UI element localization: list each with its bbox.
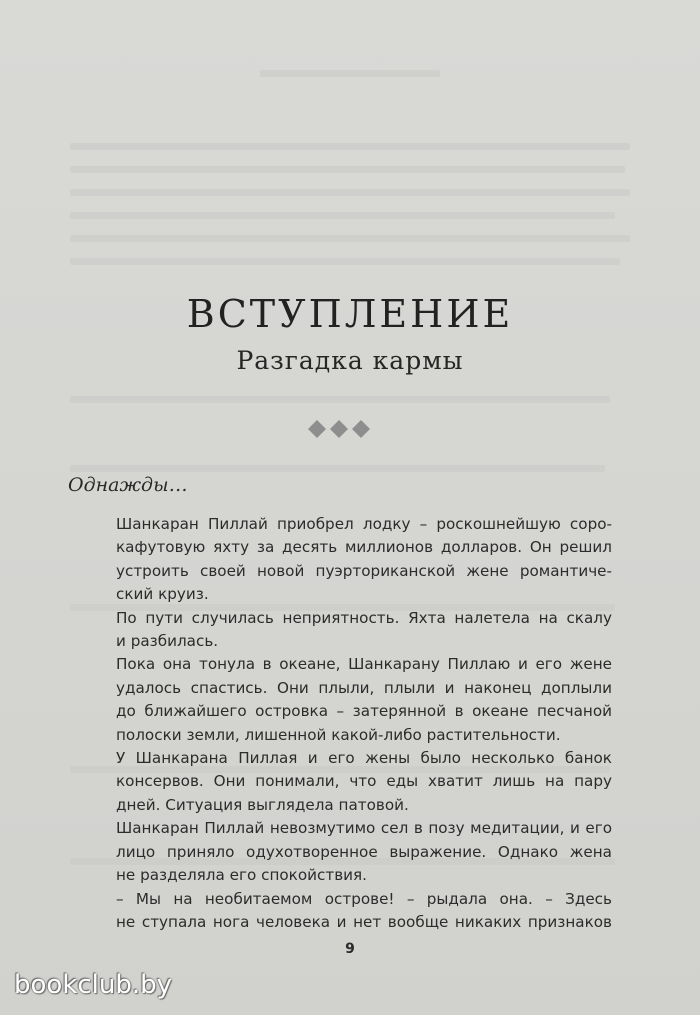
page-number: 9 xyxy=(345,941,355,957)
text-line: лицо приняло одухотворенное выражение. Однако жена xyxy=(116,842,612,861)
text-line: консервов. Они понимали, что еды хватит лишь на пару xyxy=(116,772,612,791)
bleed-through-line xyxy=(70,212,615,219)
text-line: У Шанкарана Пиллая и его жены было несколько банок xyxy=(116,749,612,768)
text-line: Пока она тонула в океане, Шанкарану Пиллаю и его жене xyxy=(116,655,612,674)
bleed-through-line xyxy=(70,396,610,403)
chapter-subtitle: Разгадка кармы xyxy=(236,346,464,375)
text-line: удалось спастись. Они плыли, плыли и наконец доплыли xyxy=(116,678,612,697)
watermark: bookclub.by xyxy=(14,970,173,1000)
text-line: По пути случилась неприятность. Яхта налетела на скалу xyxy=(116,608,612,627)
bleed-through-line xyxy=(260,70,440,77)
text-line: устроить своей новой пуэрториканской жене романтиче- xyxy=(116,561,612,580)
text-line: не ступала нога человека и нет вообще никаких признаков xyxy=(116,912,612,931)
chapter-title: ВСТУПЛЕНИЕ xyxy=(186,292,514,336)
text-line: до ближайшего островка – затерянной в океане песчаной xyxy=(116,702,612,721)
bleed-through-line xyxy=(70,258,620,265)
bleed-through-line xyxy=(70,465,605,472)
text-line: не разделяла его спокойствия. xyxy=(116,866,367,885)
text-line: ский круиз. xyxy=(116,585,209,604)
bleed-through-line xyxy=(70,166,625,173)
text-line: Шанкаран Пиллай приобрел лодку – роскошнейшую соро- xyxy=(116,515,612,533)
bleed-through-line xyxy=(70,189,630,196)
text-line: кафутовую яхту за десять миллионов долларов. Он решил xyxy=(116,538,612,557)
bleed-through-line xyxy=(70,143,630,150)
text-line: Шанкаран Пиллай невозмутимо сел в позу медитации, и его xyxy=(116,819,612,838)
lead-phrase: Однажды… xyxy=(68,474,188,496)
text-line: и разбилась. xyxy=(116,632,219,651)
text-line: полоски земли, лишенной какой-либо растительности. xyxy=(116,725,561,744)
text-line: – Мы на необитаемом острове! – рыдала она. – Здесь xyxy=(116,889,612,908)
bleed-through-line xyxy=(70,235,630,242)
text-line: дней. Ситуация выглядела патовой. xyxy=(116,795,409,814)
diamond-ornament-icon xyxy=(306,418,372,440)
body-text xyxy=(116,513,612,934)
